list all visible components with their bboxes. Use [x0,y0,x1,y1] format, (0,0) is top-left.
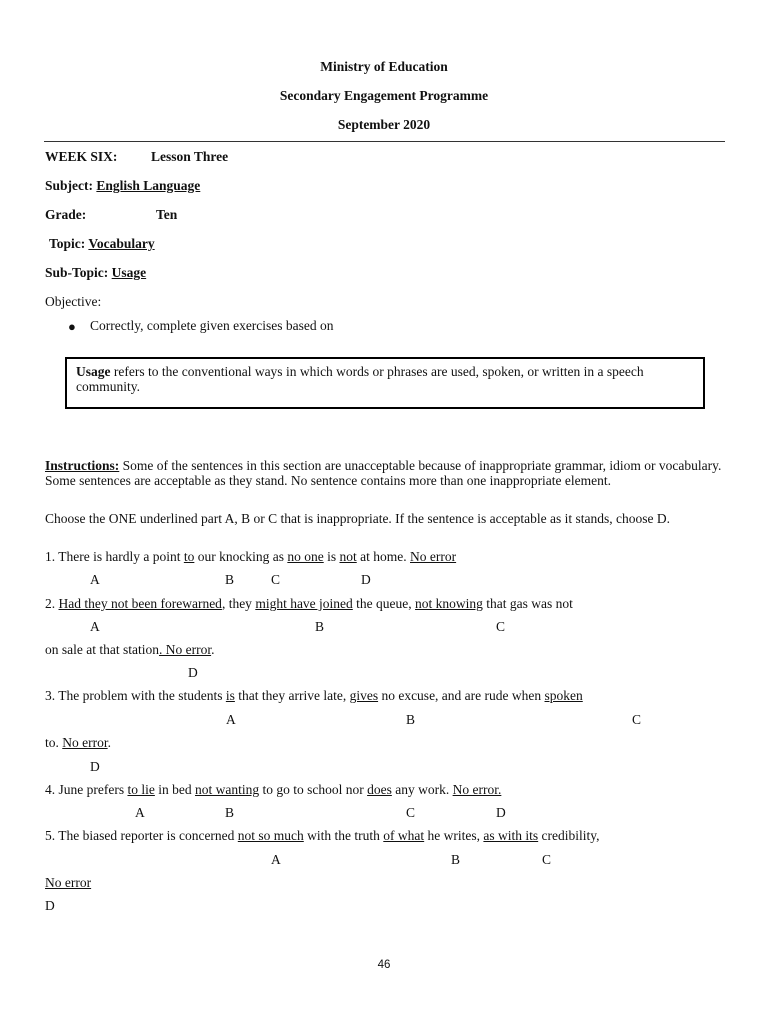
bullet-dot-icon: ● [68,319,76,334]
subtopic-line [45,265,146,281]
subject-value: English Language [96,178,201,193]
q1-option-a-text: to [183,549,195,564]
q3-letter-a: A [226,712,236,727]
q3-option-b-text: gives [349,688,379,703]
header-divider [44,141,725,142]
q4-letter-a: A [135,805,145,820]
q1-letter-a: A [90,572,100,587]
week-label: WEEK SIX: [45,149,118,164]
q3-option-d-text: No error [62,735,108,750]
q1-letter-d: D [361,572,371,587]
objective-label: Objective: [45,294,102,309]
choose-paragraph: Choose the ONE underlined part A, B or C that is inappropriate. If the sentence is acceptable as it stands, choose D. [45,511,670,526]
q2-option-d-text: . No error [158,642,212,657]
q2-letter-a: A [90,619,100,634]
programme-title: Secondary Engagement Programme [279,88,489,103]
subject-line [45,178,200,194]
q1-letter-c: C [271,572,281,587]
q1-option-b-text: no one [287,549,324,564]
definition-box [65,357,705,409]
question-2: 2. Had they not been forewarned, they might have joined the queue, not knowing that gas was not [45,596,573,611]
q4-option-b-text: not wanting [194,782,260,797]
q4-letter-c: C [406,805,416,820]
q4-letter-b: B [225,805,235,820]
q1-option-d-text: No error [410,549,457,564]
subject-label: Subject: [45,178,93,193]
q3-letter-b: B [406,712,416,727]
definition-text: refers to the conventional ways in which words or phrases are used, spoken, or written in a speech community. [76,364,644,394]
q2-option-a-text: Had they not been forewarned [58,596,222,611]
question-3-line-2: to. No error. [45,735,111,750]
grade-label: Grade: [45,207,87,222]
page-number: 46 [377,959,391,971]
q2-option-c-text: not knowing [415,596,483,611]
grade-value: Ten [156,207,178,222]
subtopic-label: Sub-Topic: [45,265,109,280]
instructions-label: Instructions: [45,458,120,473]
topic-value: Vocabulary [88,236,155,251]
q4-option-a-text: to lie [127,782,155,797]
topic-line [49,236,155,252]
q1-letter-b: B [225,572,235,587]
q2-letter-d: D [188,665,198,680]
week-value: Lesson Three [151,149,229,164]
q3-option-c-text: spoken [544,688,583,703]
instructions-paragraph [45,458,725,488]
q3-letter-d: D [90,759,100,774]
ministry-title: Ministry of Education [320,59,448,74]
q3-option-a-text: is [225,688,235,703]
q3-letter-c: C [632,712,642,727]
q4-option-c-text: does [367,782,392,797]
q1-option-c-text: not [339,549,357,564]
q2-option-b-text: might have joined [255,596,353,611]
instructions-text: Some of the sentences in this section are unacceptable because of inappropriate grammar, idiom or vocabulary. Some sentences are acceptable as they stand. No sentence contains more than one inappropriate element. [45,458,722,488]
q2-letter-b: B [315,619,325,634]
q5-option-a-text: not so much [237,828,304,843]
question-4: 4. June prefers to lie in bed not wanting to go to school nor does any work. No error. [45,782,502,797]
date-title: September 2020 [337,117,431,132]
q5-option-b-text: of what [383,828,425,843]
q5-letter-a: A [271,852,281,867]
q4-letter-d: D [496,805,506,820]
question-1: 1. There is hardly a point to our knocking as no one is not at home. No error [45,549,457,564]
objective-bullet: Correctly, complete given exercises based on [90,318,334,333]
q5-letter-b: B [451,852,461,867]
topic-label: Topic: [49,236,86,251]
question-3: 3. The problem with the students is that they arrive late, gives no excuse, and are rude when spoken [45,688,583,703]
q5-letter-d: D [45,898,55,913]
question-2-line-2: on sale at that station. No error. [45,642,215,657]
question-5: 5. The biased reporter is concerned not so much with the truth of what he writes, as with its credibility, [45,828,600,843]
definition-term: Usage [76,364,111,379]
q4-option-d-text: No error. [452,782,502,797]
q5-option-d-text: No error [45,875,92,890]
q5-option-c-text: as with its [483,828,539,843]
q2-letter-c: C [496,619,506,634]
q5-letter-c: C [542,852,552,867]
subtopic-value: Usage [111,265,147,280]
